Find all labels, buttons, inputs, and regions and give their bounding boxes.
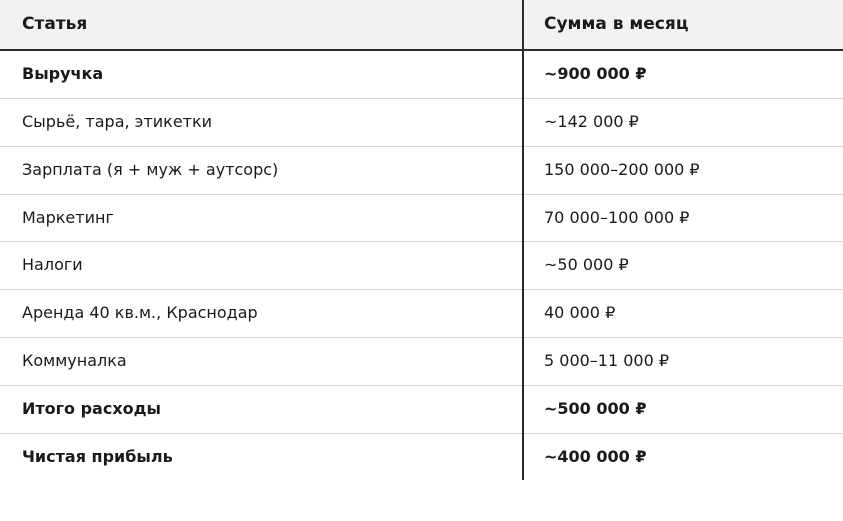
table-header	[0, 0, 843, 50]
table-row	[0, 433, 843, 480]
cell-amount: 150 000–200 000 ₽	[523, 146, 843, 194]
cell-amount: ~142 000 ₽	[523, 99, 843, 147]
cell-item: Коммуналка	[0, 338, 523, 386]
cell-amount: ~400 000 ₽	[523, 433, 843, 480]
cell-item: Сырьё, тара, этикетки	[0, 99, 523, 147]
column-header-item: Статья	[0, 0, 523, 50]
cell-item: Итого расходы	[0, 385, 523, 433]
cell-item: Чистая прибыль	[0, 433, 523, 480]
cell-amount: ~900 000 ₽	[523, 50, 843, 98]
cell-item: Выручка	[0, 50, 523, 98]
table-row	[0, 338, 843, 386]
table-row	[0, 99, 843, 147]
cell-amount: ~50 000 ₽	[523, 242, 843, 290]
table-row	[0, 194, 843, 242]
cell-item: Аренда 40 кв.м., Краснодар	[0, 290, 523, 338]
table-row	[0, 242, 843, 290]
cell-item: Налоги	[0, 242, 523, 290]
cell-item: Маркетинг	[0, 194, 523, 242]
cell-amount: 5 000–11 000 ₽	[523, 338, 843, 386]
cell-amount: 40 000 ₽	[523, 290, 843, 338]
cell-item: Зарплата (я + муж + аутсорс)	[0, 146, 523, 194]
table-row	[0, 290, 843, 338]
table-header-row	[0, 0, 843, 50]
table-row	[0, 50, 843, 98]
table-row	[0, 385, 843, 433]
table-row	[0, 146, 843, 194]
cell-amount: ~500 000 ₽	[523, 385, 843, 433]
cell-amount: 70 000–100 000 ₽	[523, 194, 843, 242]
table-body	[0, 50, 843, 480]
column-header-amount: Сумма в месяц	[523, 0, 843, 50]
